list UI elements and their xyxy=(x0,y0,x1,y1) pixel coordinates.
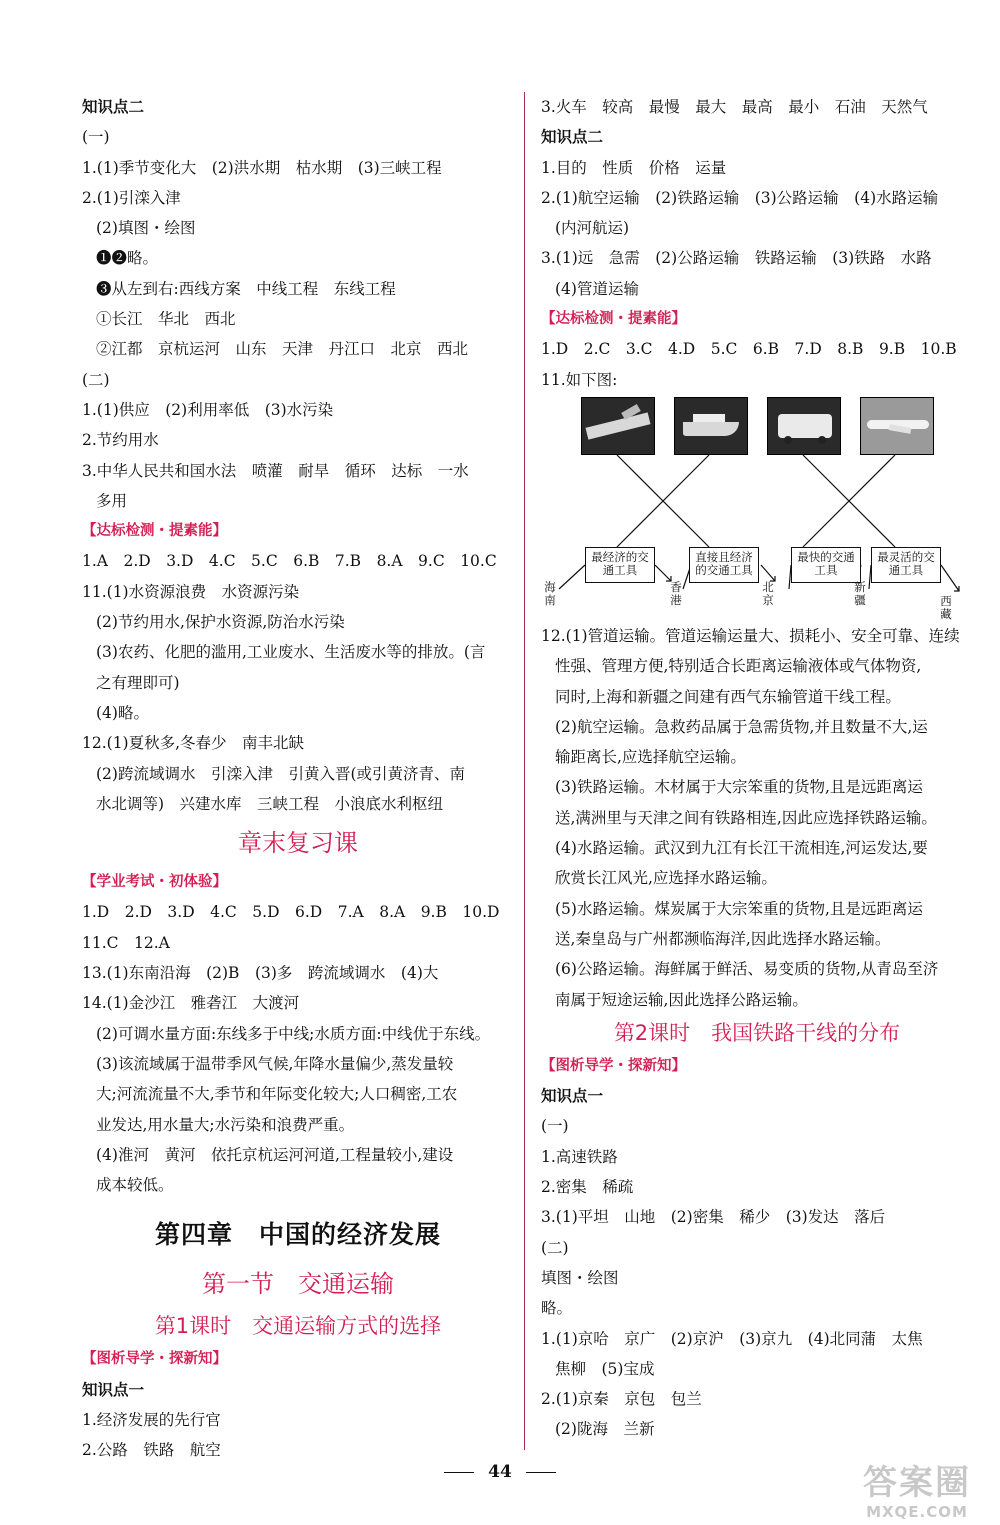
answer-line: 填图・绘图 xyxy=(541,1268,619,1287)
answer-line: (4)淮河 黄河 依托京杭运河河道,工程量较小,建设 xyxy=(96,1145,454,1164)
section-heading: 章末复习课 xyxy=(238,829,358,858)
answer-line: 1.D 2.C 3.C 4.D 5.C 6.B 7.D 8.B 9.B 10.B xyxy=(541,340,957,359)
transport-label-box: 最灵活的交通工具 xyxy=(871,547,941,583)
right-column-bottom xyxy=(541,621,973,1445)
answer-line: 1.(1)供应 (2)利用率低 (3)水污染 xyxy=(82,400,334,419)
left-column xyxy=(82,92,514,1466)
answer-line: 2.(1)京秦 京包 包兰 xyxy=(541,1390,702,1409)
answer-line: (二) xyxy=(541,1238,569,1257)
answer-line: 1.(1)京哈 京广 (2)京沪 (3)京九 (4)北同蒲 太焦 xyxy=(541,1329,923,1348)
answer-line: (3)该流域属于温带季风气候,年降水量偏少,蒸发量较 xyxy=(96,1054,454,1073)
chapter-heading: 第四章 中国的经济发展 xyxy=(154,1220,441,1250)
transport-label-box: 直接且经济的交通工具 xyxy=(689,547,759,583)
page-number-text: 44 xyxy=(488,1462,512,1482)
airplane-photo xyxy=(581,397,655,455)
answer-line: 1.(1)季节变化大 (2)洪水期 枯水期 (3)三峡工程 xyxy=(82,158,442,177)
column-divider xyxy=(524,92,525,1450)
answer-line: 1.A 2.D 3.D 4.C 5.C 6.B 7.B 8.A 9.C 10.C xyxy=(82,552,497,571)
answer-line: 2.节约用水 xyxy=(82,431,159,450)
answer-line: 11.如下图: xyxy=(541,370,618,389)
answer-line: 欣赏长江风光,应选择水路运输。 xyxy=(555,869,777,888)
answer-line: 同时,上海和新疆之间建有西气东输管道干线工程。 xyxy=(555,687,901,706)
answer-line: 送,满洲里与天津之间有铁路相连,因此应选择铁路运输。 xyxy=(555,808,937,827)
answer-line: 11.(1)水资源浪费 水资源污染 xyxy=(82,582,300,601)
answer-line: (一) xyxy=(541,1117,569,1136)
lesson-heading: 第2课时 我国铁路干线的分布 xyxy=(613,1020,901,1045)
answer-line: (4)略。 xyxy=(96,703,149,722)
answer-line: 之有理即可) xyxy=(96,673,180,692)
place-label: 海南 xyxy=(544,579,556,607)
answer-line: 略。 xyxy=(541,1299,573,1318)
knowledge-point-heading: 知识点二 xyxy=(541,127,604,147)
answer-line: (3)铁路运输。木材属于大宗笨重的货物,且是远距离运 xyxy=(555,778,923,797)
right-column xyxy=(541,92,973,1445)
answer-line: 1.经济发展的先行官 xyxy=(82,1410,221,1429)
watermark-logo: 答案圈 MXQE.COM xyxy=(863,1463,971,1521)
answer-line: 输距离长,应选择航空运输。 xyxy=(555,748,746,767)
place-label: 西藏 xyxy=(940,593,952,621)
answer-line: 大;河流流量不大,季节和年际变化较大;人口稠密,工农 xyxy=(96,1085,458,1104)
answer-line: 2.密集 稀疏 xyxy=(541,1178,634,1197)
answer-line: 2.公路 铁路 航空 xyxy=(82,1441,221,1460)
answer-line: 业发达,用水量大;水污染和浪费严重。 xyxy=(96,1115,355,1134)
answer-line: 3.中华人民共和国水法 喷灌 耐旱 循环 达标 一水 xyxy=(82,461,469,480)
answer-line: 送,秦皇岛与广州都濒临海洋,因此选择水路运输。 xyxy=(555,929,891,948)
answer-line: ❶❷略。 xyxy=(96,249,159,268)
place-label: 香港 xyxy=(670,579,682,607)
section-heading: 第一节 交通运输 xyxy=(202,1270,394,1299)
answer-line: (内河航运) xyxy=(555,219,630,238)
answer-line: 性强、管理方便,特别适合长距离运输液体或气体物资, xyxy=(555,657,922,676)
knowledge-point-heading: 知识点二 xyxy=(82,97,145,116)
section-tag: 【达标检测・提素能】 xyxy=(82,522,227,540)
section-tag: 【图析导学・探新知】 xyxy=(82,1350,227,1368)
answer-line: (3)农药、化肥的滥用,工业废水、生活废水等的排放。(言 xyxy=(96,643,486,662)
lesson-heading: 第1课时 交通运输方式的选择 xyxy=(154,1314,442,1339)
answer-line: 13.(1)东南沿海 (2)B (3)多 跨流域调水 (4)大 xyxy=(82,964,439,983)
answer-line: 成本较低。 xyxy=(96,1176,174,1195)
answer-line: ①长江 华北 西北 xyxy=(96,310,236,329)
answer-line: 1.高速铁路 xyxy=(541,1147,618,1166)
answer-line: 焦柳 (5)宝成 xyxy=(555,1359,655,1378)
place-label: 新疆 xyxy=(854,579,866,607)
knowledge-point-heading: 知识点一 xyxy=(82,1379,145,1399)
knowledge-point-heading: 知识点一 xyxy=(541,1086,604,1106)
answer-line: ❸从左到右:西线方案 中线工程 东线工程 xyxy=(96,279,396,298)
answer-line: 多用 xyxy=(96,491,128,510)
answer-line: (2)填图・绘图 xyxy=(96,219,196,238)
answer-line: 2.(1)引滦入津 xyxy=(82,188,181,207)
answer-line: 1.目的 性质 价格 运量 xyxy=(541,158,727,177)
answer-line: 12.(1)管道运输。管道运输运量大、损耗小、安全可靠、连续 xyxy=(541,626,960,645)
bus-photo xyxy=(767,397,841,455)
answer-line: (4)管道运输 xyxy=(555,279,639,298)
answer-line: (2)陇海 兰新 xyxy=(555,1420,655,1439)
answer-line: (5)水路运输。煤炭属于大宗笨重的货物,且是远距离运 xyxy=(555,899,923,918)
answer-line: 2.(1)航空运输 (2)铁路运输 (3)公路运输 (4)水路运输 xyxy=(541,188,939,207)
right-column-top xyxy=(541,92,973,395)
answer-line: (2)可调水量方面:东线多于中线;水质方面:中线优于东线。 xyxy=(96,1024,491,1043)
answer-line: (二) xyxy=(82,370,110,389)
section-tag: 【学业考试・初体验】 xyxy=(82,873,227,891)
answer-line: (4)水路运输。武汉到九江有长江干流相连,河运发达,要 xyxy=(555,839,928,858)
answer-line: 3.(1)远 急需 (2)公路运输 铁路运输 (3)铁路 水路 xyxy=(541,249,932,268)
answer-line: (2)跨流域调水 引滦入津 引黄入晋(或引黄济青、南 xyxy=(96,764,466,783)
answer-line: (2)航空运输。急救药品属于急需货物,并且数量不大,运 xyxy=(555,717,928,736)
answer-line: (6)公路运输。海鲜属于鲜活、易变质的货物,从青岛至济 xyxy=(555,960,939,979)
answer-line: (2)节约用水,保护水资源,防治水污染 xyxy=(96,613,345,632)
ship-photo xyxy=(674,397,748,455)
answer-line: 水北调等) 兴建水库 三峡工程 小浪底水利枢纽 xyxy=(96,794,444,813)
answer-line: 12.(1)夏秋多,冬春少 南丰北缺 xyxy=(82,734,305,753)
transport-label-box: 最快的交通工具 xyxy=(791,547,861,583)
answer-line: 南属于短途运输,因此选择公路运输。 xyxy=(555,990,808,1009)
transport-matching-figure xyxy=(541,397,973,621)
answer-line: 11.C 12.A xyxy=(82,933,170,952)
section-tag: 【图析导学・探新知】 xyxy=(541,1056,686,1074)
answer-line: (一) xyxy=(82,128,110,147)
airliner-photo xyxy=(860,397,934,455)
place-label: 北京 xyxy=(762,579,774,607)
section-tag: 【达标检测・提素能】 xyxy=(541,310,686,328)
answer-line: 3.火车 较高 最慢 最大 最高 最小 石油 天然气 xyxy=(541,98,928,116)
transport-label-box: 最经济的交通工具 xyxy=(585,547,655,583)
answer-line: 3.(1)平坦 山地 (2)密集 稀少 (3)发达 落后 xyxy=(541,1208,886,1227)
answer-line: 14.(1)金沙江 雅砻江 大渡河 xyxy=(82,994,300,1013)
answer-line: ②江都 京杭运河 山东 天津 丹江口 北京 西北 xyxy=(96,340,469,359)
answer-line: 1.D 2.D 3.D 4.C 5.D 6.D 7.A 8.A 9.B 10.D xyxy=(82,903,500,922)
